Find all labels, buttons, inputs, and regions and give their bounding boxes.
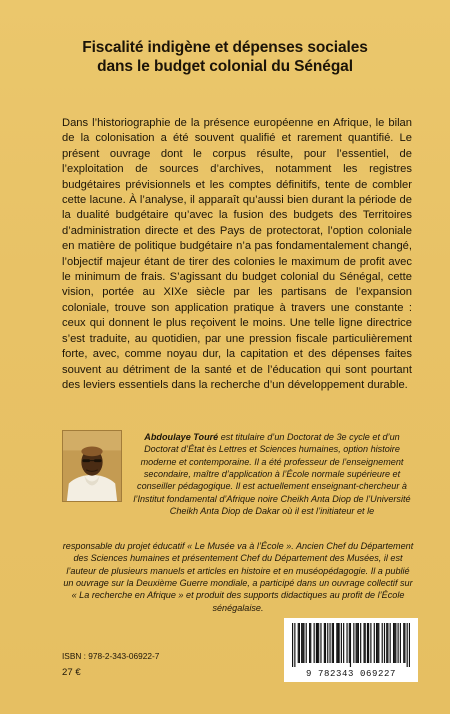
barcode-digits: 9 782343 069227	[305, 669, 396, 679]
barcode-bar	[367, 623, 368, 663]
barcode-bar	[337, 623, 338, 663]
barcode-bar	[353, 623, 354, 663]
barcode-bar	[409, 623, 410, 667]
barcode-bar	[350, 623, 351, 667]
barcode-bar	[374, 623, 375, 663]
barcode-bar	[310, 623, 311, 663]
barcode-bar	[332, 623, 333, 663]
book-title-line-1: Fiscalité indigène et dépenses sociales	[82, 39, 368, 56]
author-bio-continued: responsable du projet éducatif « Le Musée va à l’École ». Ancien Chef du Département des Sciences humaines et présentement Chef du Département des Musées, il est l’auteur de plusieurs manuels et articles en histoire et en muséopédagogie. Il a publié un ouvrage sur la Deuxième Guerre mondiale, a participé dans un ouvrage collectif sur « La recherche en Afrique » et produit des supports didactiques au profit de l’École sénégalaise.	[62, 541, 414, 613]
barcode-bar	[378, 623, 379, 663]
barcode-bar	[363, 623, 364, 663]
book-price: 27 €	[62, 667, 81, 678]
barcode-bar	[390, 623, 391, 663]
barcode-bar	[346, 623, 347, 663]
barcode-bar	[343, 623, 344, 663]
barcode-bar	[356, 623, 357, 663]
barcode-bar	[327, 623, 328, 663]
barcode-bar	[329, 623, 330, 663]
barcode-bar	[341, 623, 342, 663]
barcode-bar	[318, 623, 319, 663]
isbn-number: ISBN : 978-2-343-06922-7	[62, 651, 160, 661]
barcode-bars	[292, 623, 410, 667]
barcode-bar	[404, 623, 405, 663]
barcode-bar	[301, 623, 302, 663]
barcode-bar	[336, 623, 337, 663]
barcode-bar	[393, 623, 394, 663]
barcode-bar	[292, 623, 293, 667]
barcode-bar	[299, 623, 300, 663]
barcode	[284, 618, 418, 682]
barcode-bar	[309, 623, 310, 663]
book-title	[20, 38, 430, 76]
barcode-bar	[298, 623, 299, 663]
book-summary: Dans l’historiographie de la présence européenne en Afrique, le bilan de la colonisation a été souvent qualifié et rarement quantifié. Le présent ouvrage dont le corpus résulte, pour l’essentiel, de l’exploitation de sources d’archives, notamment les registres budgétaires prévisionnels et les comptes définitifs, tente de combler cette lacune. À l’analyse, il apparaît qu’aussi bien durant la période de la dualité budgétaire qu’avec la fusion des budgets des Territoires d’administration directe et des Pays de protectorat, l’option coloniale en matière de politique budgétaire n’a pas fondamentalement changé, l’objectif majeur étant de tirer des colonies le maximum de profit avec le minimum de frais. S’agissant du budget colonial du Sénégal, cette vision, portée au XIXe siècle par les partisans de l’expansion coloniale, trouve son application pratique à travers une constante : ceux qui donnent le plus reçoivent le moins. Une telle ligne directrice s’est traduite, au quotidien, par une pression fiscale particulièrement forte, avec, comme noyau dur, la capitation et des dépenses faites souvent au détriment de la santé et de l’éducation qui sont pourtant des leviers essentiels dans la recherche d’un développement durable.	[62, 117, 412, 391]
barcode-bar	[333, 623, 334, 663]
barcode-bar	[370, 623, 371, 663]
barcode-bar	[403, 623, 404, 663]
barcode-bar	[360, 623, 361, 663]
author-name: Abdoulaye Touré	[144, 432, 219, 442]
barcode-bar	[386, 623, 387, 663]
author-photo	[62, 430, 122, 502]
barcode-bar	[358, 623, 359, 663]
barcode-bar	[339, 623, 340, 663]
book-title-line-2: dans le budget colonial du Sénégal	[97, 58, 353, 75]
barcode-bar	[377, 623, 378, 663]
barcode-bar	[316, 623, 317, 663]
barcode-bar	[349, 623, 350, 663]
barcode-bar	[317, 623, 318, 663]
barcode-bar	[314, 623, 315, 663]
barcode-bar	[376, 623, 377, 663]
author-bio	[130, 431, 414, 517]
barcode-bar	[384, 623, 385, 663]
barcode-bar	[306, 623, 307, 663]
barcode-bar	[303, 623, 304, 663]
barcode-bar	[294, 623, 295, 667]
author-bio-text: est titulaire d’un Doctorat de 3e cycle et d’un Doctorat d’État ès Lettres et Sciences humaines, option histoire moderne et contemporaine. Il a été professeur de l’enseignement secondaire, maître d’application à l’École normale supérieure et conseiller pédagogique. Il est actuellement enseignant-chercheur à l’Institut fondamental d’Afrique noire Cheikh Anta Diop de l’Université Cheikh Anta Diop de Dakar où il est l’initiateur et le	[133, 432, 411, 517]
barcode-bar	[394, 623, 395, 663]
barcode-bar	[325, 623, 326, 663]
barcode-bar	[382, 623, 383, 663]
barcode-bar	[302, 623, 303, 663]
barcode-bar	[368, 623, 369, 663]
barcode-bar	[324, 623, 325, 663]
barcode-bar	[407, 623, 408, 667]
barcode-bar	[357, 623, 358, 663]
barcode-bar	[395, 623, 396, 663]
barcode-bar	[320, 623, 321, 663]
barcode-bar	[400, 623, 401, 663]
barcode-bar	[365, 623, 366, 663]
barcode-bar	[387, 623, 388, 663]
barcode-bar	[398, 623, 399, 663]
